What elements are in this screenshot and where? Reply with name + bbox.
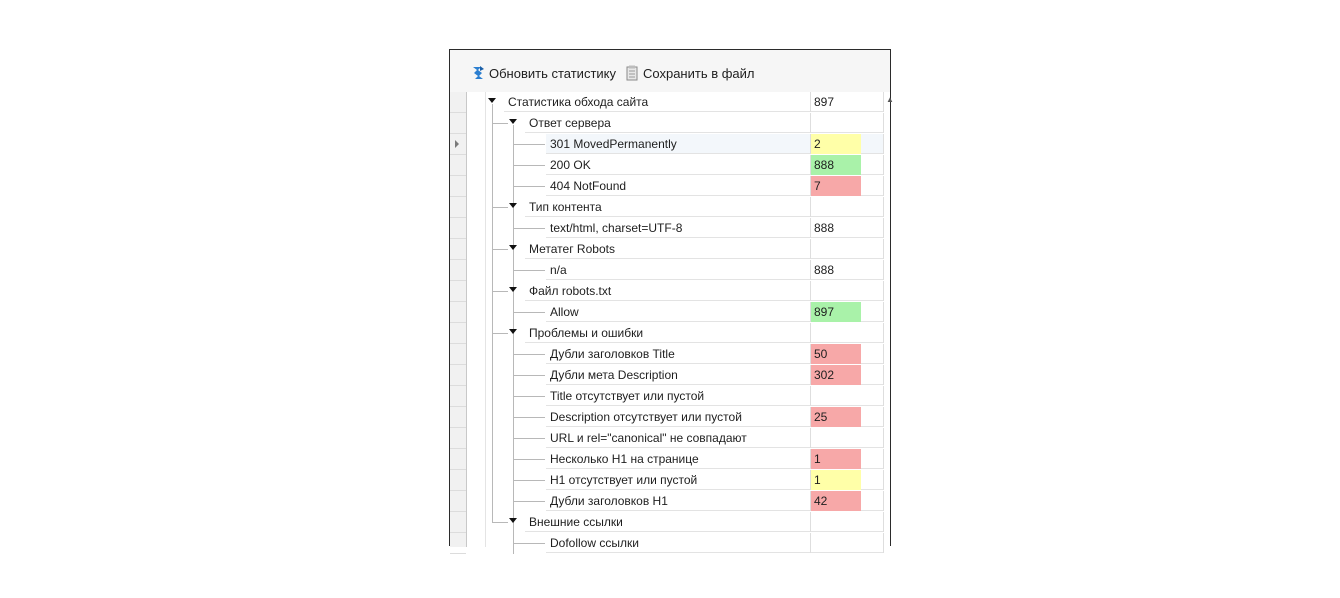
column-separator [883, 365, 884, 385]
tree-row-value: 7 [811, 176, 861, 196]
expand-caret-icon[interactable] [509, 119, 517, 124]
tree-row-value: 897 [811, 302, 861, 322]
tree-row-value: 888 [814, 263, 835, 277]
tree-connector [513, 417, 545, 418]
expand-caret-icon[interactable] [509, 203, 517, 208]
tree-row-label: 200 OK [550, 158, 591, 172]
tree-row-label: Тип контента [529, 200, 602, 214]
expand-caret-icon[interactable] [509, 518, 517, 523]
tree-row[interactable] [450, 323, 890, 344]
save-to-file-label: Сохранить в файл [643, 65, 755, 81]
tree-row[interactable] [450, 260, 890, 281]
tree-row-value [811, 428, 861, 448]
tree-row-label: Ответ сервера [529, 116, 611, 130]
column-separator [883, 344, 884, 364]
column-separator [883, 428, 884, 448]
tree-row[interactable] [450, 365, 890, 386]
tree-row-value [811, 512, 861, 532]
statistics-window [449, 49, 894, 550]
tree-connector [513, 312, 545, 313]
tree-row[interactable] [450, 428, 890, 449]
column-separator [883, 155, 884, 175]
expand-caret-icon[interactable] [509, 245, 517, 250]
column-separator [883, 281, 884, 301]
tree-connector [513, 165, 545, 166]
toolbar [450, 50, 890, 93]
tree-row-label: Метатег Robots [529, 242, 615, 256]
tree-row-value [811, 386, 861, 406]
tree-row[interactable] [450, 176, 890, 197]
tree-row[interactable] [450, 512, 890, 533]
column-separator [883, 176, 884, 196]
tree-row-label: 301 MovedPermanently [550, 137, 677, 151]
tree-connector [513, 438, 545, 439]
column-separator [883, 407, 884, 427]
document-save-icon [624, 65, 640, 81]
column-separator [883, 218, 884, 238]
tree-row-value: 888 [814, 221, 835, 235]
tree-row-label: Проблемы и ошибки [529, 326, 644, 340]
scroll-up-icon[interactable]: ▲ [886, 95, 894, 104]
tree-connector [492, 333, 508, 334]
tree-row[interactable] [450, 386, 890, 407]
column-separator [883, 260, 884, 280]
tree-row-value: 897 [814, 95, 835, 109]
tree-row[interactable] [450, 218, 890, 239]
tree-row-value: 1 [811, 470, 861, 490]
expand-caret-icon[interactable] [509, 329, 517, 334]
tree-row[interactable] [450, 470, 890, 491]
tree-row-label: Дубли мета Description [550, 368, 678, 382]
tree-connector [513, 375, 545, 376]
column-separator [883, 92, 884, 112]
tree-row-value [811, 281, 861, 301]
refresh-stats-button[interactable] [470, 63, 616, 83]
tree-row-value: 42 [811, 491, 861, 511]
column-separator [883, 323, 884, 343]
tree-row-value: 25 [811, 407, 861, 427]
tree-connector [513, 228, 545, 229]
save-to-file-button[interactable] [624, 63, 755, 83]
column-separator [883, 134, 884, 154]
tree-row[interactable] [450, 491, 890, 512]
tree-row[interactable] [450, 449, 890, 470]
column-separator [883, 512, 884, 532]
tree-row-value [811, 323, 861, 343]
column-separator [883, 449, 884, 469]
tree-row-label: Несколько H1 на странице [550, 452, 699, 466]
expand-caret-icon[interactable] [509, 287, 517, 292]
tree-row[interactable] [450, 155, 890, 176]
column-separator [883, 386, 884, 406]
column-separator [883, 239, 884, 259]
column-separator [883, 491, 884, 511]
column-separator [883, 197, 884, 217]
column-separator [883, 302, 884, 322]
refresh-icon [470, 65, 486, 81]
tree-row-label: Description отсутствует или пустой [550, 410, 742, 424]
tree-row-label: Файл robots.txt [529, 284, 612, 298]
tree-row[interactable] [450, 113, 890, 134]
tree-row-label: Дубли заголовков Title [550, 347, 675, 361]
tree-row[interactable] [450, 281, 890, 302]
tree-row-value: 50 [811, 344, 861, 364]
tree-row[interactable] [450, 302, 890, 323]
tree-connector [513, 480, 545, 481]
tree-row[interactable] [450, 533, 890, 554]
tree-row-label: H1 отсутствует или пустой [550, 473, 698, 487]
tree-row[interactable] [450, 239, 890, 260]
tree-connector [513, 186, 545, 187]
tree-row-value: 2 [811, 134, 861, 154]
tree-connector [513, 543, 545, 544]
tree-row-label: Статистика обхода сайта [508, 95, 649, 109]
tree-connector [492, 123, 508, 124]
tree-row-value: 888 [811, 155, 861, 175]
stats-tree-grid [450, 92, 894, 550]
tree-row-value [811, 239, 861, 259]
tree-row-label: Allow [550, 305, 579, 319]
refresh-stats-label: Обновить статистику [489, 65, 616, 81]
tree-connector [492, 291, 508, 292]
row-selected-marker-icon [455, 140, 459, 148]
column-separator [883, 470, 884, 490]
tree-row-value [811, 197, 861, 217]
column-separator [883, 113, 884, 133]
tree-row[interactable] [450, 197, 890, 218]
tree-connector [513, 501, 545, 502]
tree-row[interactable] [450, 407, 890, 428]
tree-row-label: Дубли заголовков H1 [550, 494, 668, 508]
tree-row[interactable] [450, 344, 890, 365]
expand-caret-icon[interactable] [488, 98, 496, 103]
tree-row-label: Title отсутствует или пустой [550, 389, 705, 403]
tree-row-value [811, 113, 861, 133]
tree-row-value: 302 [811, 365, 861, 385]
tree-row-label: Внешние ссылки [529, 515, 623, 529]
tree-row-label: URL и rel="canonical" не совпадают [550, 431, 747, 445]
tree-row-label: text/html, charset=UTF-8 [550, 221, 683, 235]
tree-row-label: 404 NotFound [550, 179, 627, 193]
tree-row-label: n/a [550, 263, 567, 277]
tree-row[interactable] [450, 134, 890, 155]
tree-row-value [811, 533, 861, 553]
tree-row-label: Dofollow ссылки [550, 536, 639, 550]
tree-connector [513, 270, 545, 271]
tree-connector [492, 249, 508, 250]
tree-row-value: 1 [811, 449, 861, 469]
tree-connector [513, 144, 545, 145]
tree-connector [513, 396, 545, 397]
tree-connector [492, 522, 508, 523]
tree-connector [513, 459, 545, 460]
tree-row[interactable] [450, 92, 890, 113]
column-separator [883, 533, 884, 553]
tree-connector [513, 354, 545, 355]
tree-connector [492, 207, 508, 208]
